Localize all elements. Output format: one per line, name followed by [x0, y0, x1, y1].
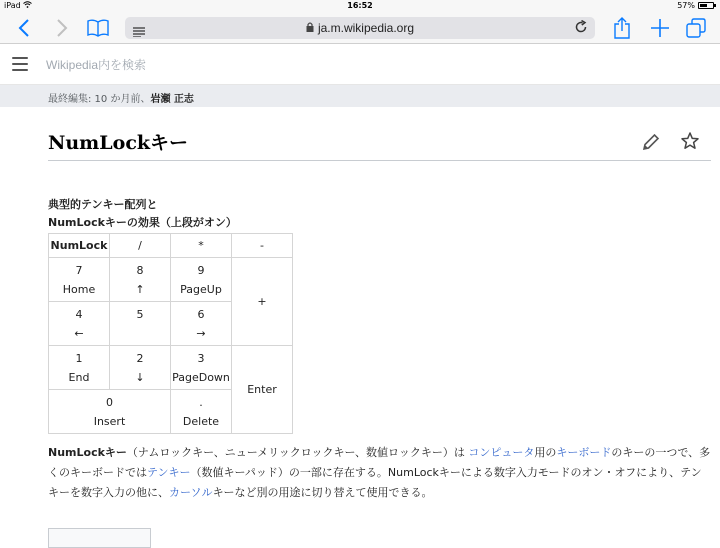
address-bar[interactable] [125, 17, 595, 39]
link-tenkey[interactable]: テンキー [147, 466, 191, 479]
para-text: のキーの一つで、多くのキーボードでは [48, 446, 711, 479]
cell-top: 1 [75, 351, 83, 365]
cell-bottom: End [68, 370, 90, 384]
plus-icon[interactable] [648, 16, 672, 40]
cell-dot [171, 390, 232, 434]
term-bold: NumLockキー [48, 446, 127, 459]
cell-top: 7 [75, 263, 83, 277]
search-input[interactable] [40, 54, 540, 76]
cell-top: 4 [75, 307, 83, 321]
cell-minus: - [232, 234, 293, 258]
intro-paragraph [48, 443, 712, 503]
browser-toolbar [0, 12, 720, 44]
title-divider [48, 160, 711, 161]
cell-6 [171, 302, 232, 346]
wiki-header [0, 45, 720, 85]
lock-icon [306, 22, 314, 34]
table-row [49, 258, 293, 302]
battery-percent: 57% [677, 1, 695, 10]
page-title: NumLockキー [48, 132, 189, 154]
cell-0 [49, 390, 171, 434]
status-right [677, 1, 714, 10]
cell-7 [49, 258, 110, 302]
pencil-edit-icon[interactable] [641, 132, 661, 152]
cell-9 [171, 258, 232, 302]
url-text [125, 21, 595, 35]
link-computer[interactable]: コンピュータ [468, 446, 535, 459]
status-bar [0, 0, 720, 12]
cell-bottom: PageUp [180, 282, 222, 296]
link-cursor[interactable]: カーソル [169, 486, 213, 499]
cell-bottom: → [196, 326, 206, 340]
caption-line-2: NumLockキーの効果（上段がオン） [48, 216, 237, 229]
share-icon[interactable] [610, 16, 634, 40]
chevron-left-icon[interactable] [12, 16, 36, 40]
last-edit-bar[interactable] [0, 85, 720, 107]
cell-bottom: Home [62, 282, 96, 296]
device-name: iPad [4, 1, 21, 10]
table-caption [48, 196, 237, 232]
cell-8 [110, 258, 171, 302]
domain-text: ja.m.wikipedia.org [317, 21, 415, 35]
cell-bottom: ↑ [135, 282, 145, 296]
clock: 16:52 [347, 1, 373, 10]
numpad-table [48, 233, 293, 434]
cell-top: 6 [197, 307, 205, 321]
battery-fill [700, 4, 707, 7]
tabs-icon[interactable] [684, 16, 708, 40]
cell-top: 8 [136, 263, 144, 277]
chevron-right-icon[interactable] [50, 16, 74, 40]
cell-divide: / [110, 234, 171, 258]
para-text: キーなど別の用途に切り替えて使用できる。 [212, 486, 433, 499]
cell-top: 0 [106, 395, 113, 409]
last-edit-text: 最終編集: 10 か月前、 [48, 94, 151, 105]
cell-bottom: Insert [93, 414, 126, 428]
cell-5 [110, 302, 171, 346]
cell-multiply: * [171, 234, 232, 258]
cell-bottom: PageDown [172, 370, 230, 384]
cell-numlock: NumLock [49, 234, 110, 258]
cell-top: 5 [136, 307, 144, 321]
cell-top: 9 [197, 263, 205, 277]
cell-bottom: ↓ [135, 370, 145, 384]
para-text: （ナムロックキー、ニューメリックロックキー、数値ロックキー）は [126, 446, 469, 459]
battery-icon [698, 2, 714, 9]
toc-box[interactable] [48, 528, 151, 548]
para-text: 用の [534, 446, 557, 459]
caption-line-1: 典型的テンキー配列と [48, 198, 158, 211]
last-editor[interactable]: 岩瀬 正志 [150, 94, 194, 105]
link-keyboard[interactable]: キーボード [556, 446, 612, 459]
cell-top: 2 [136, 351, 144, 365]
reload-icon[interactable] [574, 20, 588, 38]
table-row [49, 346, 293, 390]
hamburger-menu-icon[interactable] [12, 57, 28, 71]
star-watch-icon[interactable] [680, 131, 700, 151]
cell-1 [49, 346, 110, 390]
cell-enter: Enter [232, 346, 293, 434]
table-row [49, 234, 293, 258]
book-icon[interactable] [86, 16, 110, 40]
cell-top: . [199, 395, 203, 409]
cell-bottom: ← [74, 326, 84, 340]
cell-3 [171, 346, 232, 390]
cell-4 [49, 302, 110, 346]
cell-bottom [110, 324, 170, 343]
cell-bottom: Delete [182, 414, 220, 428]
cell-top: 3 [197, 351, 205, 365]
cell-2 [110, 346, 171, 390]
para-text: （数値キーパッド）の一部に存在する。NumLockキーによる数字入力モードのオン・オフにより、テンキーを数字入力の他に、 [48, 466, 702, 499]
cell-plus: + [232, 258, 293, 346]
